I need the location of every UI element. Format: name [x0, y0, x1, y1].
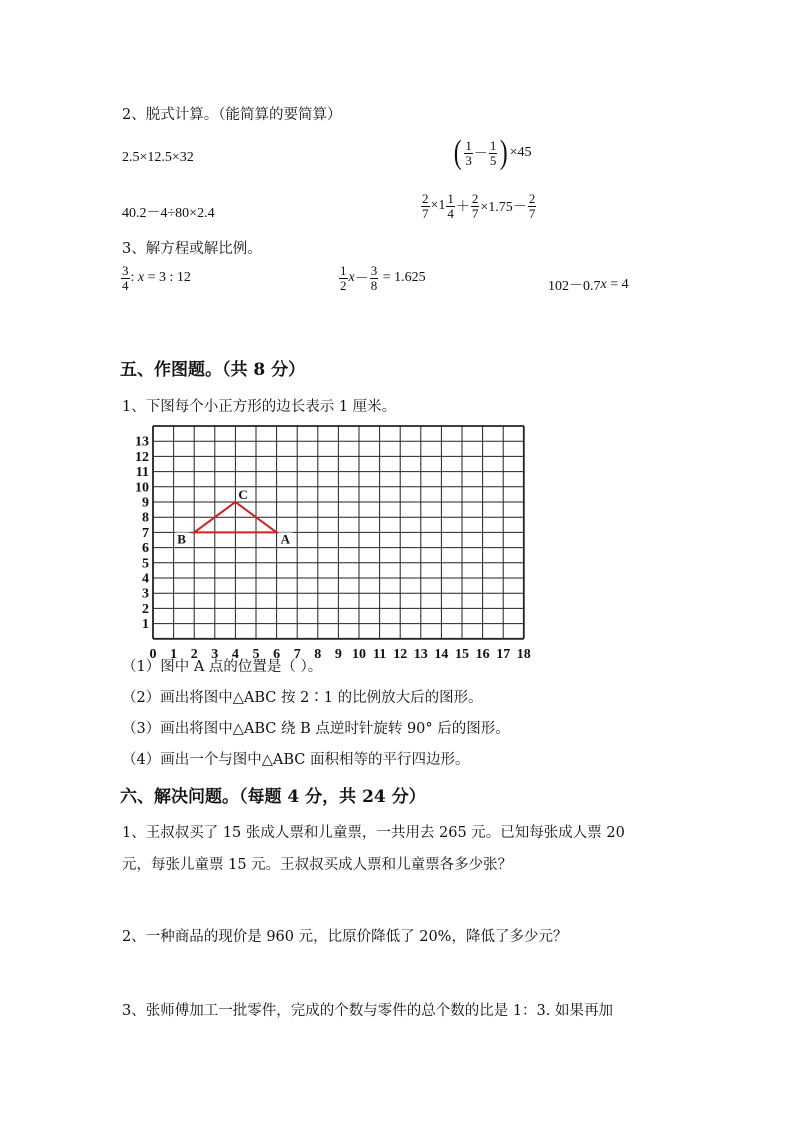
y-axis-labels	[135, 435, 149, 632]
problem-3: 3、张师傅加工一批零件，完成的个数与零件的总个数的比是 1：3. 如果再加	[122, 1003, 614, 1019]
equation-2: $\frac{1}{2}$ x － $\frac{3}{8}$ = 1.625	[340, 263, 426, 293]
y-tick-label: 3	[142, 586, 149, 602]
fraction: $\frac{1}{2}$	[340, 263, 347, 293]
point-b-label: B	[177, 531, 186, 547]
problem-1-line-1: 1、王叔叔买了 15 张成人票和儿童票，一共用去 265 元。已知每张成人票 20	[122, 825, 625, 841]
section-2-title: 2、脱式计算。（能简算的要简算）	[122, 107, 342, 123]
x-tick-label: 3	[211, 646, 219, 662]
x-tick-label: 1	[170, 646, 178, 662]
x-tick-label: 0	[149, 646, 157, 662]
fraction: $\frac{2}{7}$	[471, 191, 479, 221]
x-tick-label: 8	[314, 646, 322, 662]
problem-1-line-2: 元，每张儿童票 15 元。王叔叔买成人票和儿童票各多少张？	[122, 857, 513, 873]
part-1: （1）图中 A 点的位置是（ ）。	[122, 659, 323, 675]
right-paren: )	[500, 134, 508, 171]
y-tick-label: 1	[142, 617, 149, 633]
y-tick-label: 2	[142, 601, 149, 617]
calc-expression-c: 40.2－4÷80×2.4	[122, 206, 215, 221]
x-tick-label: 12	[393, 646, 408, 662]
point-c-label: C	[238, 487, 248, 502]
fraction: $\frac{2}{7}$	[528, 191, 536, 221]
section-5-heading: 五、作图题。（共 8 分）	[120, 360, 306, 380]
y-tick-label: 8	[142, 510, 149, 526]
x-tick-label: 2	[190, 646, 198, 662]
x-tick-label: 5	[252, 646, 260, 662]
y-tick-label: 5	[142, 556, 149, 572]
calc-expression-a: 2.5×12.5×32	[122, 150, 194, 165]
fraction: $\frac{3}{4}$	[122, 263, 129, 293]
section-6-heading: 六、解决问题。（每题 4 分，共 24 分）	[120, 787, 426, 807]
y-tick-label: 6	[142, 541, 149, 557]
fraction: $\frac{1}{3}$	[465, 137, 472, 168]
y-tick-label: 9	[142, 495, 149, 511]
fraction: $\frac{3}{8}$	[370, 263, 378, 293]
x-tick-label: 7	[293, 646, 301, 662]
x-tick-label: 11	[372, 646, 387, 662]
part-2: （2）画出将图中△ABC 按 2∶1 的比例放大后的图形。	[122, 690, 483, 706]
x-tick-label: 18	[516, 646, 531, 662]
equation-1: $\frac{3}{4}$ : x = 3 : 12	[122, 263, 191, 293]
part-3: （3）画出将图中△ABC 绕 B 点逆时针旋转 90° 后的图形。	[122, 721, 510, 737]
fraction: $\frac{1}{5}$	[489, 137, 497, 168]
problem-2: 2、一种商品的现价是 960 元，比原价降低了 20%，降低了多少元？	[122, 929, 568, 945]
x-tick-label: 10	[352, 646, 366, 662]
calc-expression-d: $\frac{2}{7}$ ×1 $\frac{1}{4}$ ＋ $\frac{2}{7}$ ×1.75－ $\frac{2}{7}$	[422, 191, 536, 221]
point-a-label: A	[280, 531, 290, 547]
x-tick-label: 13	[413, 646, 428, 662]
equation-3: 102－0.7 x = 4	[548, 277, 629, 294]
x-tick-label: 14	[434, 646, 449, 662]
x-tick-label: 17	[496, 646, 511, 662]
y-tick-label: 12	[135, 449, 149, 465]
part-4: （4）画出一个与图中△ABC 面积相等的平行四边形。	[122, 752, 470, 768]
section-3-title: 3、解方程或解比例。	[122, 241, 262, 257]
y-tick-label: 10	[135, 480, 149, 496]
question-5-1: 1、下图每个小正方形的边长表示 1 厘米。	[122, 399, 397, 415]
y-tick-label: 11	[135, 465, 149, 481]
x-tick-label: 15	[455, 646, 469, 662]
x-tick-label: 6	[273, 646, 281, 662]
left-paren: (	[453, 134, 462, 171]
y-tick-label: 7	[142, 525, 149, 541]
calc-expression-b: ( $\frac{1}{3}$ － $\frac{1}{5}$ ) ×45	[453, 134, 532, 171]
x-tick-label: 16	[475, 646, 490, 662]
y-tick-label: 13	[135, 434, 149, 450]
fraction: $\frac{1}{4}$	[447, 191, 454, 221]
coordinate-grid	[118, 418, 538, 662]
fraction: $\frac{2}{7}$	[422, 191, 429, 221]
x-tick-label: 9	[334, 646, 342, 662]
x-tick-label: 4	[231, 646, 239, 662]
y-tick-label: 4	[142, 571, 149, 587]
